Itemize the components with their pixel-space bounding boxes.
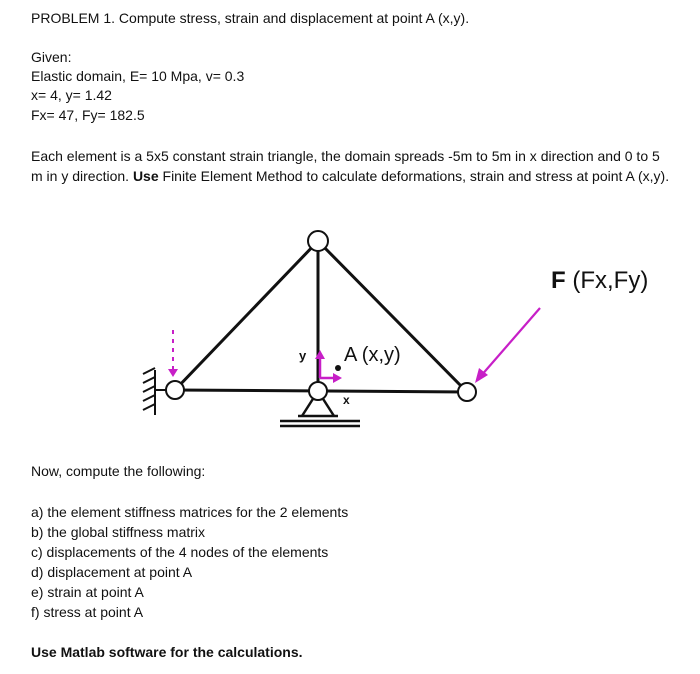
node-bottom-mid xyxy=(309,382,327,400)
task-d: d) displacement at point A xyxy=(31,564,193,580)
given-elastic-domain: Elastic domain, E= 10 Mpa, v= 0.3 xyxy=(31,68,245,84)
task-c: c) displacements of the 4 nodes of the elements xyxy=(31,544,329,560)
force-arrow xyxy=(475,308,540,383)
axis-label-x: x xyxy=(343,393,350,407)
force-label-f: F xyxy=(551,267,566,294)
node-right xyxy=(458,383,476,401)
fixed-wall-support xyxy=(143,368,168,415)
force-label xyxy=(551,267,648,294)
task-e: e) strain at point A xyxy=(31,584,144,600)
problem-title: PROBLEM 1. Compute stress, strain and displacement at point A (x,y). xyxy=(31,10,470,26)
tasks-intro: Now, compute the following: xyxy=(31,463,206,479)
given-heading: Given: xyxy=(31,49,72,65)
dashed-arrow xyxy=(168,330,178,377)
member-left-diagonal xyxy=(175,241,318,390)
node-top xyxy=(308,231,328,251)
given-forces: Fx= 47, Fy= 182.5 xyxy=(31,107,145,123)
force-label-components: (Fx,Fy) xyxy=(572,267,649,294)
given-coordinates: x= 4, y= 1.42 xyxy=(31,87,112,103)
node-left xyxy=(166,381,184,399)
description-tail: Finite Element Method to calculate deformations, strain and stress at point A (x,y). xyxy=(158,168,670,184)
description-bold: Use xyxy=(132,168,159,184)
task-f: f) stress at point A xyxy=(31,604,144,620)
point-a-label: A (x,y) xyxy=(344,344,401,366)
task-a: a) the element stiffness matrices for the 2 elements xyxy=(31,504,349,520)
point-a-marker xyxy=(335,365,341,371)
task-b: b) the global stiffness matrix xyxy=(31,524,206,540)
description-normal: Each element is a 5x5 constant strain triangle, the domain spreads -5m to 5m in x direction and 0 to 5 m in y direction. xyxy=(31,148,660,184)
tasks-footer: Use Matlab software for the calculations. xyxy=(31,644,303,660)
ground-lines xyxy=(280,421,360,426)
axis-label-y: y xyxy=(299,348,307,363)
